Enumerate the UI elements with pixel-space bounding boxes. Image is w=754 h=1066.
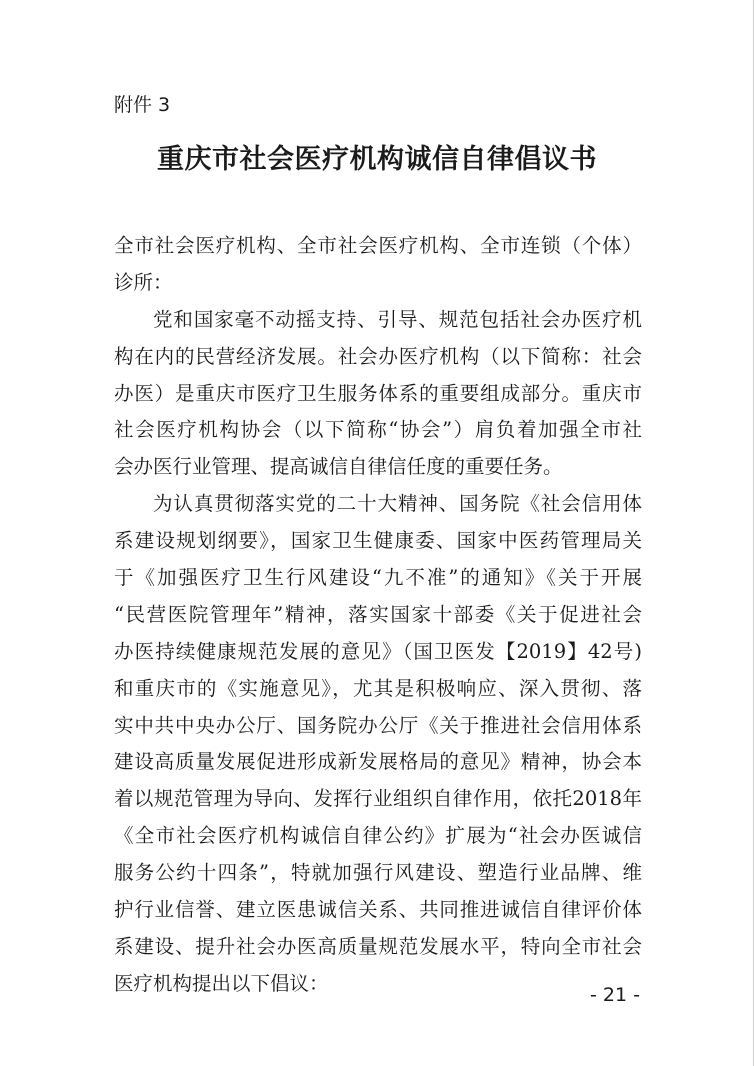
body-line: 服务公约十四条”，特就加强行风建设、塑造行业品牌、维 [114, 861, 642, 885]
body-line: 医疗机构提出以下倡议： [114, 971, 329, 995]
body-line: 全市社会医疗机构、全市社会医疗机构、全市连锁（个体） [114, 234, 642, 257]
body-line: 着以规范管理为导向、发挥行业组织自律作用，依托2018年 [114, 787, 642, 811]
body-line: 建设高质量发展促进形成新发展格局的意见》精神，协会本 [114, 750, 642, 774]
body-line: “民营医院管理年”精神，落实国家十部委《关于促进社会 [114, 602, 642, 626]
body-line: 诊所： [114, 270, 173, 294]
body-line: 构在内的民营经济发展。社会办医疗机构（以下简称：社会 [114, 344, 642, 368]
body-line: 办医持续健康规范发展的意见》（国卫医发【2019】42号) [114, 639, 642, 663]
page-number: - 21 - [590, 984, 640, 1006]
body-line: 社会医疗机构协会（以下简称“协会”）肩负着加强全市社 [114, 418, 642, 442]
body-line: 系建设、提升社会办医高质量规范发展水平，特向全市社会 [114, 934, 642, 958]
body-line: 系建设规划纲要》，国家卫生健康委、国家中医药管理局关 [114, 529, 642, 553]
body-line: 于《加强医疗卫生行风建设“九不准”的通知》《关于开展 [114, 566, 642, 590]
document-body [114, 228, 642, 1003]
body-line: 护行业信誉、建立医患诚信关系、共同推进诚信自律评价体 [114, 898, 642, 922]
body-line: 办医）是重庆市医疗卫生服务体系的重要组成部分。重庆市 [114, 381, 642, 405]
body-line: 《全市社会医疗机构诚信自律公约》扩展为“社会办医诚信 [114, 824, 642, 848]
attachment-label: 附件 3 [114, 94, 171, 116]
body-line: 和重庆市的《实施意见》，尤其是积极响应、深入贯彻、落 [114, 676, 642, 700]
body-line: 为认真贯彻落实党的二十大精神、国务院《社会信用体 [153, 492, 642, 516]
body-line: 党和国家毫不动摇支持、引导、规范包括社会办医疗机 [153, 307, 642, 331]
document-title: 重庆市社会医疗机构诚信自律倡议书 [157, 144, 597, 175]
body-line: 实中共中央办公厅、国务院办公厅《关于推进社会信用体系 [114, 713, 642, 737]
body-line: 会办医行业管理、提高诚信自律信任度的重要任务。 [114, 455, 563, 479]
